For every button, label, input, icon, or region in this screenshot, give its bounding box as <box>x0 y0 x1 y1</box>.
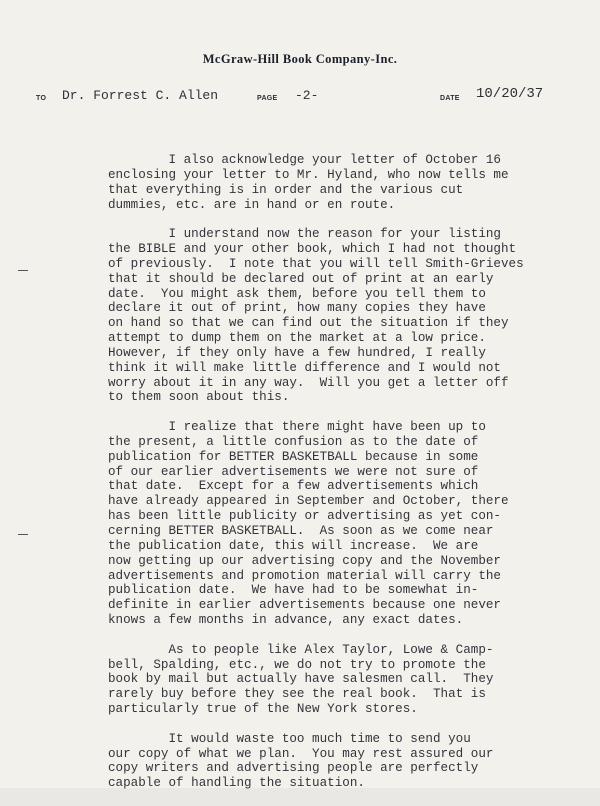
page-number: -2- <box>295 88 319 103</box>
text-line: to them soon about this. <box>108 390 290 405</box>
text-line: book by mail but actually have salesmen call. They <box>108 672 494 687</box>
text-line: cerning BETTER BASKETBALL. As soon as we come near <box>108 524 494 538</box>
text-line: particularly true of the New York stores. <box>108 702 418 717</box>
text-line: definite in earlier advertisements because one never <box>108 598 501 613</box>
paragraph <box>108 643 568 717</box>
text-line: of our earlier advertisements we were not sure of <box>108 464 479 479</box>
text-line: the present, a little confusion as to the date of <box>108 434 479 449</box>
text-line: publication date. We have had to be somewhat in- <box>108 583 479 598</box>
text-line: rarely buy before they see the real book. That is <box>108 687 486 702</box>
text-line: worry about it in any way. Will you get a letter off <box>108 375 509 390</box>
paragraph <box>108 420 568 628</box>
date-label: DATE <box>440 95 460 102</box>
text-line: I realize that there might have been up to <box>108 420 486 435</box>
text-line: of previously. I note that you will tell Smith-Grieves <box>108 256 524 271</box>
recipient-name: Dr. Forrest C. Allen <box>62 88 219 103</box>
text-line: bell, Spalding, etc., we do not try to promote the <box>108 657 486 672</box>
text-line: I also acknowledge your letter of October 16 <box>108 153 501 167</box>
text-line: our copy of what we plan. You may rest assured our <box>108 746 494 761</box>
text-line: It would waste too much time to send you <box>108 731 471 746</box>
text-line: advertisements and promotion material will carry the <box>108 568 501 583</box>
letterhead: McGraw-Hill Book Company-Inc. <box>202 52 398 66</box>
text-line: date. You might ask them, before you tell them to <box>108 286 486 301</box>
text-line: I understand now the reason for your listing <box>108 227 501 242</box>
text-line: think it will make little difference and I would not <box>108 360 501 375</box>
letter-body <box>108 153 568 806</box>
letter-date: 10/20/37 <box>476 86 544 102</box>
text-line: have already appeared in September and October, there <box>108 494 509 509</box>
page-label: PAGE <box>257 95 278 102</box>
text-line: the BIBLE and your other book, which I had not thought <box>108 242 517 257</box>
text-line: the publication date, this will increase. We are <box>108 538 479 553</box>
fold-mark-top <box>18 270 28 271</box>
text-line: copy writers and advertising people are perfectly <box>108 761 479 776</box>
paragraph <box>108 153 568 212</box>
text-line: that date. Except for a few advertisements which <box>108 479 479 494</box>
text-line: that it should be declared out of print at an early <box>108 271 494 286</box>
text-line: enclosing your letter to Mr. Hyland, who now tells me <box>108 167 509 182</box>
text-line: dummies, etc. are in hand or en route. <box>108 197 396 212</box>
text-line: However, if they only have a few hundred, I really <box>108 345 486 360</box>
to-label: TO <box>36 95 47 102</box>
text-line: attempt to dump them on the market at a low price. <box>108 331 486 346</box>
text-line: publication for BETTER BASKETBALL because in some <box>108 449 479 464</box>
text-line: has been little publicity or advertising as yet con- <box>108 509 501 524</box>
paragraph <box>108 732 568 791</box>
text-line: declare it out of print, how many copies they have <box>108 301 486 316</box>
text-line: capable of handling the situation. <box>108 776 365 791</box>
fold-mark-bottom <box>18 534 28 535</box>
paragraph <box>108 227 568 405</box>
text-line: on hand so that we can find out the situation if they <box>108 316 509 331</box>
text-line: now getting up our advertising copy and the November <box>108 553 501 568</box>
text-line: As to people like Alex Taylor, Lowe & Camp- <box>108 642 494 657</box>
text-line: that everything is in order and the various cut <box>108 182 464 197</box>
text-line: knows a few months in advance, any exact dates. <box>108 613 464 628</box>
